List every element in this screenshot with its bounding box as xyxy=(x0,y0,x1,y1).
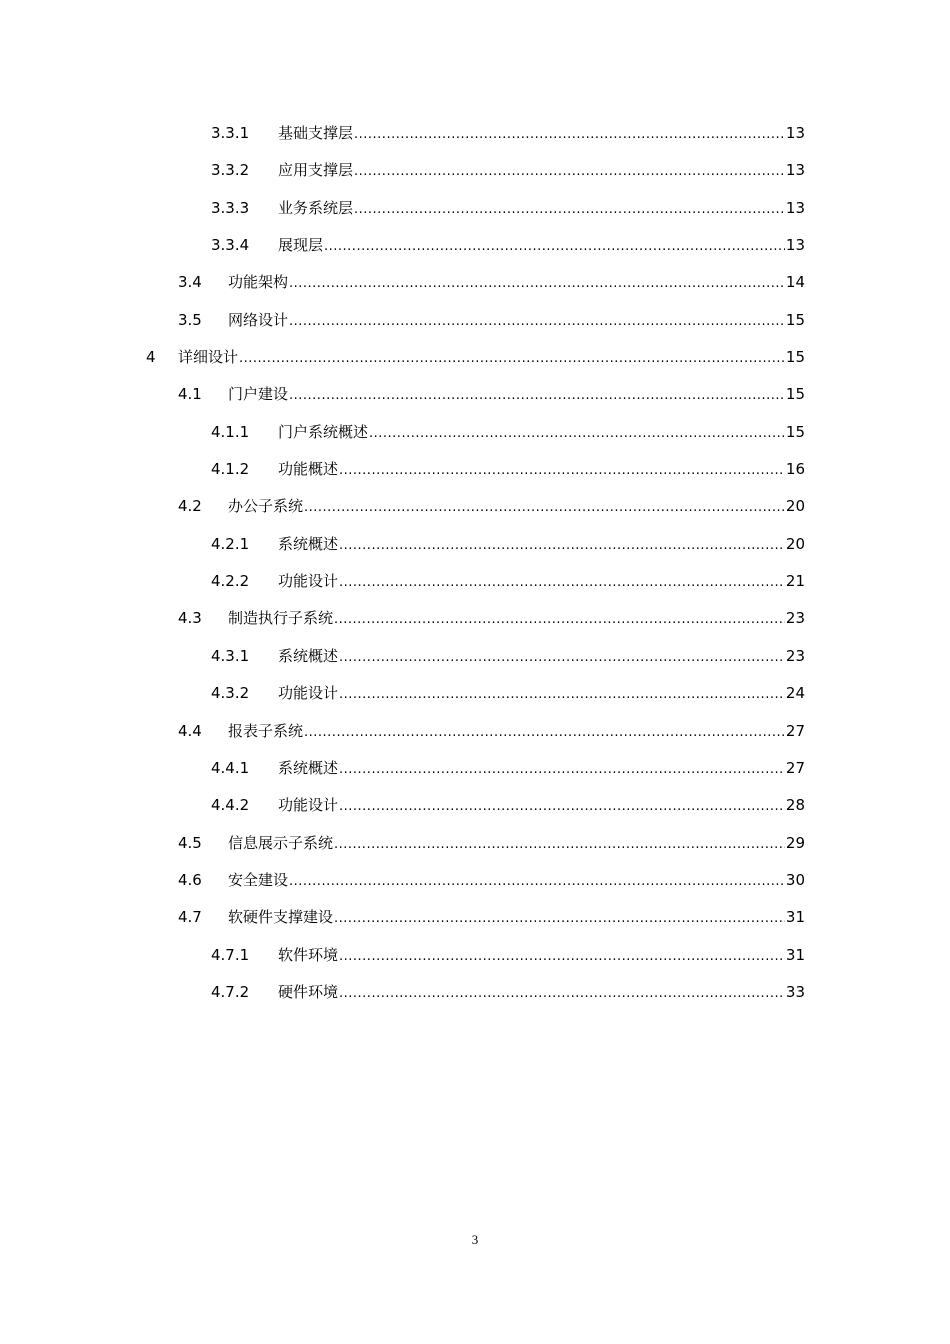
toc-entry-number: 4.3.1 xyxy=(211,646,250,665)
toc-entry-line xyxy=(228,825,805,863)
toc-entry-page: 15 xyxy=(785,348,805,367)
toc-entry-title: 系统概述 xyxy=(278,534,339,553)
toc-entry[interactable] xyxy=(0,563,950,600)
toc-entry[interactable] xyxy=(0,264,950,301)
toc-entry-number: 4.7.2 xyxy=(211,982,250,1001)
toc-dot-leader xyxy=(354,153,785,190)
toc-entry-line xyxy=(228,376,805,414)
toc-entry-title: 办公子系统 xyxy=(228,497,304,516)
toc-dot-leader xyxy=(369,415,785,452)
toc-entry-number: 4.7 xyxy=(178,908,202,927)
toc-entry[interactable] xyxy=(0,937,950,974)
toc-entry-title: 功能架构 xyxy=(228,273,289,292)
toc-dot-leader xyxy=(339,975,785,1012)
toc-entry-title: 功能设计 xyxy=(278,572,339,591)
toc-entry-title: 功能概述 xyxy=(278,460,339,479)
toc-dot-leader xyxy=(339,938,785,975)
toc-entry[interactable] xyxy=(0,152,950,189)
toc-entry[interactable] xyxy=(0,376,950,413)
toc-entry-page: 33 xyxy=(785,982,805,1001)
toc-entry-page: 27 xyxy=(785,721,805,740)
toc-entry-title: 制造执行子系统 xyxy=(228,609,334,628)
toc-entry-number: 3.5 xyxy=(178,310,202,329)
toc-entry-line xyxy=(228,713,805,751)
toc-entry[interactable] xyxy=(0,526,950,563)
toc-entry[interactable] xyxy=(0,974,950,1011)
toc-entry-page: 23 xyxy=(785,609,805,628)
toc-dot-leader xyxy=(354,116,785,153)
toc-dot-leader xyxy=(339,788,785,825)
toc-entry-page: 20 xyxy=(785,534,805,553)
toc-entry[interactable] xyxy=(0,115,950,152)
toc-entry-title: 功能设计 xyxy=(278,796,339,815)
toc-entry[interactable] xyxy=(0,750,950,787)
toc-entry-line xyxy=(228,862,805,900)
toc-entry-number: 4.7.1 xyxy=(211,945,250,964)
toc-entry-number: 4.4 xyxy=(178,721,202,740)
toc-entry-title: 硬件环境 xyxy=(278,982,339,1001)
toc-entry-number: 4.1.1 xyxy=(211,422,250,441)
toc-entry-number: 4.6 xyxy=(178,870,202,889)
toc-entry-number: 3.4 xyxy=(178,273,202,292)
toc-entry-number: 4.2.1 xyxy=(211,534,250,553)
toc-entry-line xyxy=(278,414,805,452)
toc-entry[interactable] xyxy=(0,488,950,525)
toc-entry[interactable] xyxy=(0,451,950,488)
toc-entry-title: 安全建设 xyxy=(228,870,289,889)
toc-entry-number: 4.3.2 xyxy=(211,684,250,703)
toc-entry[interactable] xyxy=(0,787,950,824)
toc-entry-line xyxy=(278,451,805,489)
toc-entry-number: 4.2 xyxy=(178,497,202,516)
toc-entry-line xyxy=(278,750,805,788)
toc-entry[interactable] xyxy=(0,825,950,862)
toc-dot-leader xyxy=(339,639,785,676)
toc-entry-title: 软件环境 xyxy=(278,945,339,964)
toc-entry[interactable] xyxy=(0,899,950,936)
toc-entry[interactable] xyxy=(0,339,950,376)
toc-entry-line xyxy=(278,190,805,228)
toc-entry-line xyxy=(278,638,805,676)
toc-entry-number: 4.2.2 xyxy=(211,572,250,591)
toc-entry-page: 13 xyxy=(785,161,805,180)
toc-entry[interactable] xyxy=(0,302,950,339)
toc-entry-number: 3.3.4 xyxy=(211,236,250,255)
toc-entry-page: 30 xyxy=(785,870,805,889)
toc-entry-line xyxy=(228,488,805,526)
toc-dot-leader xyxy=(334,601,785,638)
toc-entry-title: 功能设计 xyxy=(278,684,339,703)
toc-entry-number: 4.5 xyxy=(178,833,202,852)
toc-entry-page: 13 xyxy=(785,124,805,142)
toc-entry-title: 网络设计 xyxy=(228,310,289,329)
toc-entry-line xyxy=(178,339,805,377)
toc-dot-leader xyxy=(339,527,785,564)
toc-entry-line xyxy=(278,563,805,601)
toc-dot-leader xyxy=(339,676,785,713)
toc-entry-line xyxy=(278,675,805,713)
toc-entry-line xyxy=(228,899,805,937)
toc-entry-page: 13 xyxy=(785,198,805,217)
toc-entry-page: 24 xyxy=(785,684,805,703)
toc-entry-title: 系统概述 xyxy=(278,646,339,665)
toc-dot-leader xyxy=(334,826,785,863)
toc-entry[interactable] xyxy=(0,675,950,712)
toc-entry-page: 28 xyxy=(785,796,805,815)
toc-entry-title: 报表子系统 xyxy=(228,721,304,740)
toc-dot-leader xyxy=(339,564,785,601)
toc-entry-title: 软硬件支撑建设 xyxy=(228,908,334,927)
toc-entry[interactable] xyxy=(0,414,950,451)
toc-entry-number: 4.4.2 xyxy=(211,796,250,815)
toc-dot-leader xyxy=(239,340,785,377)
toc-entry-page: 23 xyxy=(785,646,805,665)
toc-dot-leader xyxy=(289,303,785,340)
toc-entry[interactable] xyxy=(0,862,950,899)
toc-entry-number: 3.3.3 xyxy=(211,198,250,217)
toc-entry-line xyxy=(228,600,805,638)
toc-entry-number: 3.3.1 xyxy=(211,124,250,142)
toc-entry-number: 4 xyxy=(146,348,156,367)
toc-dot-leader xyxy=(324,228,785,265)
toc-entry-number: 3.3.2 xyxy=(211,161,250,180)
toc-dot-leader xyxy=(334,900,785,937)
toc-entry-page: 29 xyxy=(785,833,805,852)
toc-entry-title: 业务系统层 xyxy=(278,198,354,217)
page-number: 3 xyxy=(471,1232,479,1247)
toc-entry-title: 信息展示子系统 xyxy=(228,833,334,852)
toc-entry-title: 系统概述 xyxy=(278,758,339,777)
toc-entry-title: 基础支撑层 xyxy=(278,124,354,142)
toc-dot-leader xyxy=(304,714,785,751)
toc-entry-page: 20 xyxy=(785,497,805,516)
toc-entry-title: 应用支撑层 xyxy=(278,161,354,180)
toc-entry-page: 14 xyxy=(785,273,805,292)
toc-entry-number: 4.1 xyxy=(178,385,202,404)
toc-entry[interactable] xyxy=(0,227,950,264)
toc-entry-page: 27 xyxy=(785,758,805,777)
toc-dot-leader xyxy=(339,452,785,489)
toc-entry-line xyxy=(278,115,805,153)
toc-dot-leader xyxy=(339,751,785,788)
toc-entry-number: 4.1.2 xyxy=(211,460,250,479)
toc-entry-line xyxy=(228,264,805,302)
toc-entry-number: 4.4.1 xyxy=(211,758,250,777)
toc-dot-leader xyxy=(289,377,785,414)
toc-entry-page: 15 xyxy=(785,385,805,404)
toc-entry[interactable] xyxy=(0,600,950,637)
toc-entry-line xyxy=(228,302,805,340)
toc-entry-line xyxy=(278,937,805,975)
toc-entry[interactable] xyxy=(0,190,950,227)
toc-entry-line xyxy=(278,974,805,1012)
toc-entry-page: 31 xyxy=(785,908,805,927)
toc-entry-title: 展现层 xyxy=(278,236,324,255)
toc-entry-title: 门户建设 xyxy=(228,385,289,404)
toc-entry-number: 4.3 xyxy=(178,609,202,628)
toc-dot-leader xyxy=(289,863,785,900)
toc-entry-line xyxy=(278,227,805,265)
toc-entry-line xyxy=(278,152,805,190)
toc-entry-title: 门户系统概述 xyxy=(278,422,369,441)
toc-entry-page: 13 xyxy=(785,236,805,255)
toc-entry[interactable] xyxy=(0,713,950,750)
toc-entry-page: 15 xyxy=(785,310,805,329)
toc-entry[interactable] xyxy=(0,638,950,675)
toc-entry-page: 31 xyxy=(785,945,805,964)
toc-entry-line xyxy=(278,526,805,564)
toc-entry-page: 15 xyxy=(785,422,805,441)
toc-entry-line xyxy=(278,787,805,825)
table-of-contents xyxy=(0,115,950,1011)
toc-dot-leader xyxy=(289,265,785,302)
toc-entry-page: 21 xyxy=(785,572,805,591)
toc-entry-page: 16 xyxy=(785,460,805,479)
toc-dot-leader xyxy=(304,489,785,526)
toc-dot-leader xyxy=(354,191,785,228)
toc-entry-title: 详细设计 xyxy=(178,348,239,367)
